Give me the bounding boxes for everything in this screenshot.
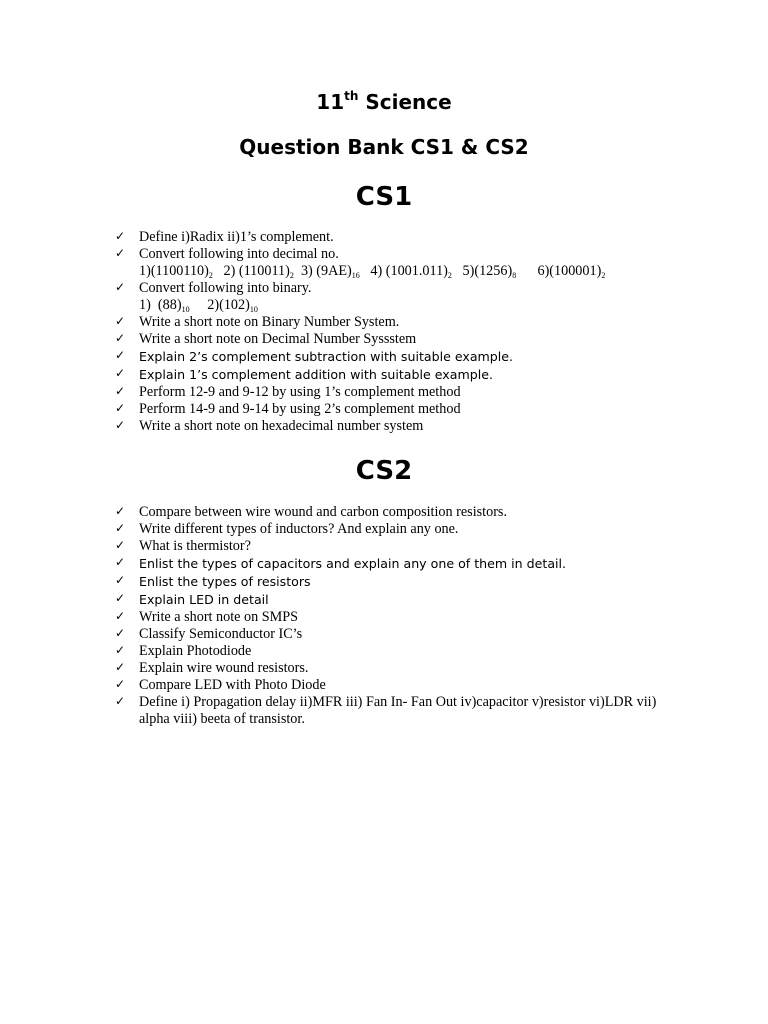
number-value: 2)(102) [189,297,250,313]
question-item [0,609,768,626]
question-item [0,677,768,694]
check-mark-icon: ✓ [115,504,126,518]
question-item [0,401,768,418]
question-item [0,366,768,384]
question-text: Define i) Propagation delay ii)MFR iii) Fan In- Fan Out iv)capacitor v)resistor vi)LDR vii) alpha viii) beeta of transistor. [139,694,657,727]
question-item [0,660,768,677]
question-text: Enlist the types of capacitors and explain any one of them in detail. [139,556,567,571]
number-base: 8 [512,271,517,280]
check-mark-icon: ✓ [115,314,126,328]
number-base: 10 [181,305,190,314]
question-item [0,694,768,728]
check-mark-icon: ✓ [115,643,126,657]
number-base: 2 [289,271,294,280]
number-base: 2 [601,271,606,280]
question-item [0,314,768,331]
check-mark-icon: ✓ [115,229,126,243]
question-item [0,591,768,609]
question-item [0,504,768,521]
question-text: Classify Semiconductor IC’s [139,626,303,642]
number-base: 2 [447,271,452,280]
check-mark-icon: ✓ [115,384,126,398]
check-mark-icon: ✓ [115,521,126,535]
question-list-cs2 [0,504,768,728]
question-text: Write a short note on Decimal Number Syssstem [139,331,417,347]
question-item [0,246,768,280]
question-item [0,418,768,435]
check-mark-icon: ✓ [115,401,126,415]
page-title-question-bank: Question Bank CS1 & CS2 [239,135,529,159]
question-text: Convert following into decimal no. [139,246,339,262]
number-value: 4) (1001.011) [359,263,448,279]
question-text: Compare LED with Photo Diode [139,677,326,693]
check-mark-icon: ✓ [115,573,126,587]
number-value: 1)(1100110) [139,263,209,279]
grade-subject: Science [365,90,452,114]
question-text: Explain Photodiode [139,643,252,659]
check-mark-icon: ✓ [115,591,126,605]
number-base: 16 [351,271,360,280]
question-text: Explain wire wound resistors. [139,660,309,676]
check-mark-icon: ✓ [115,280,126,294]
section-heading-cs1: CS1 [355,182,413,212]
number-value: 5)(1256) [451,263,513,279]
check-mark-icon: ✓ [115,555,126,569]
number-value: 1) (88) [139,297,182,313]
number-value: 6)(100001) [516,263,602,279]
check-mark-icon: ✓ [115,538,126,552]
question-item [0,229,768,246]
grade-number: 11 [316,90,345,114]
question-item [0,573,768,591]
question-text: Explain 1’s complement addition with suitable example. [139,367,493,382]
question-item [0,348,768,366]
check-mark-icon: ✓ [115,677,126,691]
section-heading-cs2: CS2 [355,456,413,486]
question-item [0,555,768,573]
question-text: Convert following into binary. [139,280,312,296]
check-mark-icon: ✓ [115,348,126,362]
question-text: Perform 12-9 and 9-12 by using 1’s complement method [139,384,461,400]
question-item [0,384,768,401]
question-text: What is thermistor? [139,538,251,554]
check-mark-icon: ✓ [115,331,126,345]
question-text: Write a short note on hexadecimal number system [139,418,424,434]
question-text: Write a short note on SMPS [139,609,299,625]
question-text: Enlist the types of resistors [139,574,311,589]
question-text: Write different types of inductors? And explain any one. [139,521,459,537]
number-value: 3) (9AE) [293,263,352,279]
grade-suffix: th [344,89,359,103]
question-text: Explain 2’s complement subtraction with suitable example. [139,349,514,364]
question-item [0,643,768,660]
question-subparts [139,297,678,314]
question-item [0,280,768,314]
question-text: Write a short note on Binary Number System. [139,314,400,330]
number-value: 2) (110011) [212,263,290,279]
number-base: 2 [208,271,213,280]
question-item [0,521,768,538]
question-subparts [139,263,678,280]
check-mark-icon: ✓ [115,609,126,623]
check-mark-icon: ✓ [115,366,126,380]
question-text: Define i)Radix ii)1’s complement. [139,229,334,245]
check-mark-icon: ✓ [115,246,126,260]
question-item [0,538,768,555]
page-title-grade [0,89,768,115]
check-mark-icon: ✓ [115,418,126,432]
question-text: Compare between wire wound and carbon composition resistors. [139,504,507,520]
check-mark-icon: ✓ [115,660,126,674]
number-base: 10 [249,305,258,314]
question-text: Perform 14-9 and 9-14 by using 2’s complement method [139,401,461,417]
check-mark-icon: ✓ [115,626,126,640]
question-list-cs1 [0,229,768,435]
check-mark-icon: ✓ [115,694,126,708]
question-text: Explain LED in detail [139,592,269,607]
question-item [0,331,768,348]
question-item [0,626,768,643]
